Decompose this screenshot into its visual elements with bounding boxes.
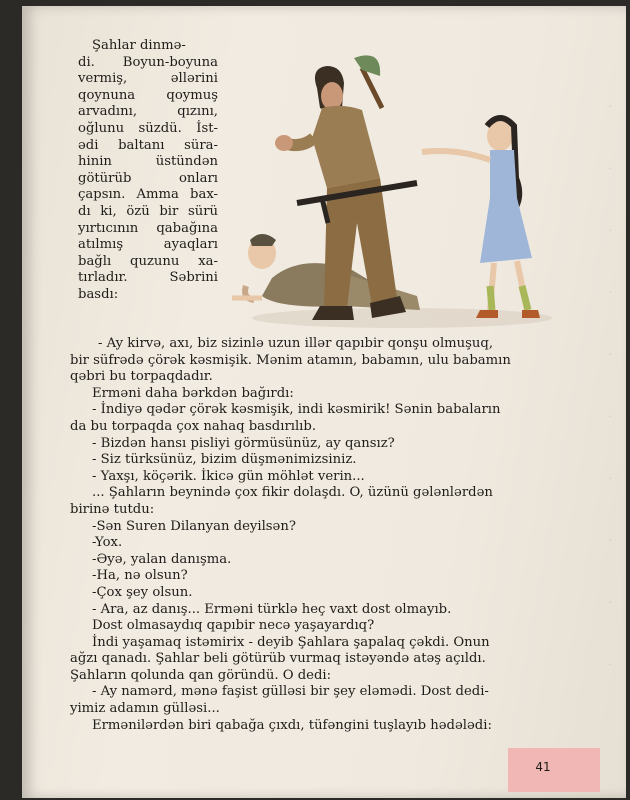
text-line: qəbri bu torpaqdadır. [70,369,213,385]
text-line: -Sən Suren Dilanyan deyilsən? [92,518,296,534]
text-line: - Bizdən hansı pisliyi görmüsünüz, ay qansız? [92,435,395,451]
left-column-line: basdı: [78,286,119,302]
text-line: - Yaxşı, köçərik. İkicə gün möhlət verin... [92,468,365,484]
text-line: Ermənilərdən biri qabağa çıxdı, tüfəngini tuşlayıb hədələdi: [92,717,492,733]
left-column-line: atılmış ayaqları [78,237,218,253]
text-line: - Siz türksünüz, bizim düşmənimizsiniz. [92,452,357,468]
text-line: İndi yaşamaq istəmirix - deyib Şahlara şapalaq çəkdi. Onun [92,634,490,650]
main-text-body [70,336,578,734]
text-line: bir süfrədə çörək kəsmişik. Mənim atamın, babamın, ulu babamın [70,352,511,368]
left-column-line: di. Boyun-boyuna [78,54,218,70]
text-line: - Ay kirvə, axı, biz sizinlə uzun illər qapıbir qonşu olmuşuq, [98,336,494,351]
text-line: Erməni daha bərkdən bağırdı: [92,385,294,401]
story-illustration [232,48,562,338]
girl-figure [422,118,540,318]
left-column-line: bağlı quzunu xa- [78,253,218,269]
left-column-text [78,38,218,304]
text-line: -Ha, nə olsun? [92,568,188,584]
left-column-line: Şahlar dinmə- [92,38,186,53]
text-line: ... Şahların beynində çox fikir dolaşdı. O, üzünü gələnlərdən [92,485,493,501]
left-column-line: vermiş, əllərini [78,71,218,87]
text-line: Şahların qolunda qan göründü. O dedi: [70,667,332,683]
text-line: - Ay namərd, mənə faşist gülləsi bir şey eləmədi. Dost dedi- [92,684,489,700]
left-column-line: ədi baltanı süra- [78,137,218,153]
text-line: da bu torpaqda çox nahaq basdırılıb. [70,418,317,434]
left-column-line: yırtıcının qabağına [78,220,218,236]
text-line: birinə tutdu: [70,501,155,517]
text-line: -Yox. [92,535,123,551]
bleed-through-marks: · · · · · · · · · · [608,100,612,671]
text-line: - Ara, az danış... Erməni türklə heç vaxt dost olmayıb. [92,601,452,617]
text-line: - İndiyə qədər çörək kəsmişik, indi kəsmirik! Sənin babaların [92,402,501,418]
text-line: Dost olmasaydıq qapıbir necə yaşayardıq? [92,618,375,634]
left-column-line: arvadını, qızını, [78,104,218,120]
left-column-line: oğlunu süzdü. İst- [78,120,218,136]
left-column-line: tırladır. Səbrini [78,270,218,286]
text-line: ağzı qanadı. Şahlar beli götürüb vurmaq istəyəndə atəş açıldı. [70,651,486,667]
text-line: -Çox şey olsun. [92,584,193,600]
text-line: yimiz adamın gülləsi... [70,701,220,717]
left-column-line: hinin üstündən [78,154,218,170]
left-column-line: dı ki, özü bir sürü [78,203,218,219]
left-column-line: çapsın. Amma bax- [78,187,218,203]
page-number-box [508,748,600,792]
left-column-line: götürüb onları [78,170,218,186]
text-line: -Əyə, yalan danışma. [92,551,232,567]
page-number: 41 [535,760,551,774]
left-column-line: qoynuna qoymuş [78,87,218,103]
